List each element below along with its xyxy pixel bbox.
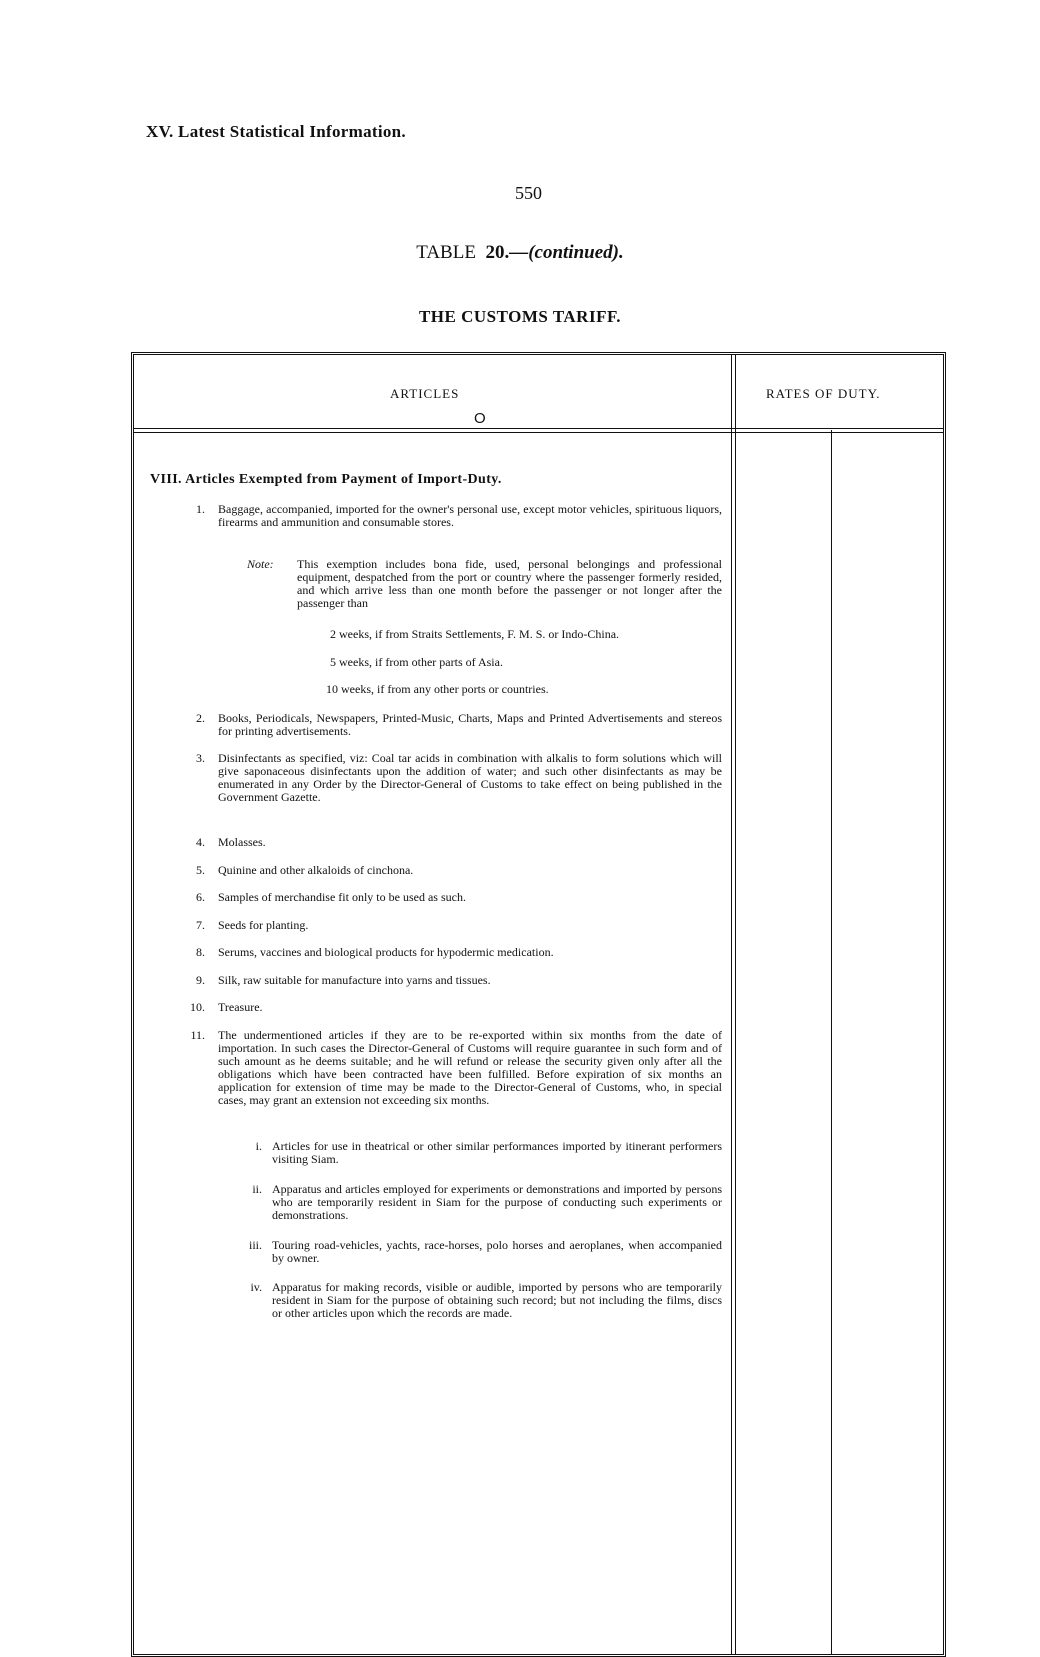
item-number: 6. bbox=[196, 890, 205, 904]
item-number: 11. bbox=[190, 1028, 205, 1042]
item-text: Silk, raw suitable for manufacture into yarns and tissues. bbox=[218, 973, 491, 987]
subitem-number: iv. bbox=[250, 1280, 262, 1294]
item-text: Disinfectants as specified, viz: Coal tar acids in combination with alkalis to form solutions which will give saponaceous disinfectants upon the addition of water; and such other disinfectants as may be enumerated in any Order by the Director-General of Customs to take effect on being published in the Government Gazette. bbox=[218, 751, 722, 804]
item-number: 9. bbox=[196, 973, 205, 987]
running-head: XV. Latest Statistical Information. bbox=[146, 122, 406, 141]
header-rule-inner bbox=[134, 432, 943, 433]
subitem-text: Touring road-vehicles, yachts, race-horses, polo horses and aeroplanes, when accompanied by owner. bbox=[272, 1238, 722, 1265]
note-period: 10 weeks, if from any other ports or countries. bbox=[326, 682, 549, 696]
table-title-suffix: —(continued). bbox=[509, 242, 624, 263]
item-text: Books, Periodicals, Newspapers, Printed-Music, Charts, Maps and Printed Advertisements and stereos for printing advertisements. bbox=[218, 711, 722, 738]
subitem-number: ii. bbox=[252, 1182, 262, 1196]
item-text: The undermentioned articles if they are to be re-exported within six months from the date of importation. In such cases the Director-General of Customs will require guarantee in such form and of such amount as he deems suitable; and he will refund or release the security given only after all the obligations which have been contracted have been fulfilled. Before expiration of six months an application for extension of time may be made to the Director-General of Customs, who, in special cases, may grant an extension not exceeding six months. bbox=[218, 1028, 722, 1107]
header-rule bbox=[134, 428, 943, 429]
column-divider-articles-inner bbox=[735, 355, 736, 1655]
subitem-text: Apparatus and articles employed for experiments or demonstrations and imported by persons who are temporarily resident in Siam for the purpose of conducting such experiments or demonstrations. bbox=[272, 1182, 722, 1222]
note-period: 5 weeks, if from other parts of Asia. bbox=[330, 655, 503, 669]
page-number: 550 bbox=[515, 183, 542, 203]
item-number: 8. bbox=[196, 945, 205, 959]
subitem-number: iii. bbox=[248, 1238, 262, 1252]
item-number: 7. bbox=[196, 918, 205, 932]
note-period: 2 weeks, if from Straits Settlements, F. M. S. or Indo-China. bbox=[330, 627, 620, 641]
table-title-prefix: TABLE bbox=[416, 242, 476, 263]
item-number: 5. bbox=[196, 863, 205, 877]
item-text: Quinine and other alkaloids of cinchona. bbox=[218, 863, 414, 877]
item-text: Treasure. bbox=[218, 1000, 263, 1014]
table-title bbox=[0, 242, 1040, 264]
column-header-articles: ARTICLES bbox=[390, 386, 460, 401]
column-divider-articles bbox=[731, 355, 732, 1655]
column-divider-rates bbox=[831, 430, 832, 1655]
item-text: Samples of merchandise fit only to be used as such. bbox=[218, 890, 466, 904]
note-text: This exemption includes bona fide, used, personal belongings and professional equipment, despatched from the port or country where the passenger formerly resided, and which arrive less than one month before the passenger or not longer after the passenger than bbox=[297, 557, 722, 610]
column-header-rates: RATES OF DUTY. bbox=[766, 386, 881, 401]
note-label: Note: bbox=[247, 557, 274, 571]
item-number: 10. bbox=[190, 1000, 205, 1014]
tariff-title: THE CUSTOMS TARIFF. bbox=[418, 307, 622, 326]
item-text: Seeds for planting. bbox=[218, 918, 309, 932]
subitem-text: Articles for use in theatrical or other similar performances imported by itinerant performers visiting Siam. bbox=[272, 1139, 722, 1166]
table-title-number: 20. bbox=[485, 242, 510, 263]
item-text: Baggage, accompanied, imported for the owner's personal use, except motor vehicles, spirituous liquors, firearms and ammunition and consumable stores. bbox=[218, 502, 722, 529]
column-marker: O bbox=[474, 410, 486, 427]
item-text: Serums, vaccines and biological products for hypodermic medication. bbox=[218, 945, 554, 959]
item-text: Molasses. bbox=[218, 835, 266, 849]
subitem-text: Apparatus for making records, visible or audible, imported by persons who are temporarily resident in Siam for the purpose of obtaining such record; but not including the films, discs or other articles upon which the records are made. bbox=[272, 1280, 722, 1320]
item-number: 2. bbox=[196, 711, 205, 725]
item-number: 4. bbox=[196, 835, 205, 849]
item-number: 3. bbox=[196, 751, 205, 765]
item-number: 1. bbox=[196, 502, 205, 516]
section-heading: VIII. Articles Exempted from Payment of Import-Duty. bbox=[150, 472, 502, 487]
subitem-number: i. bbox=[255, 1139, 262, 1153]
